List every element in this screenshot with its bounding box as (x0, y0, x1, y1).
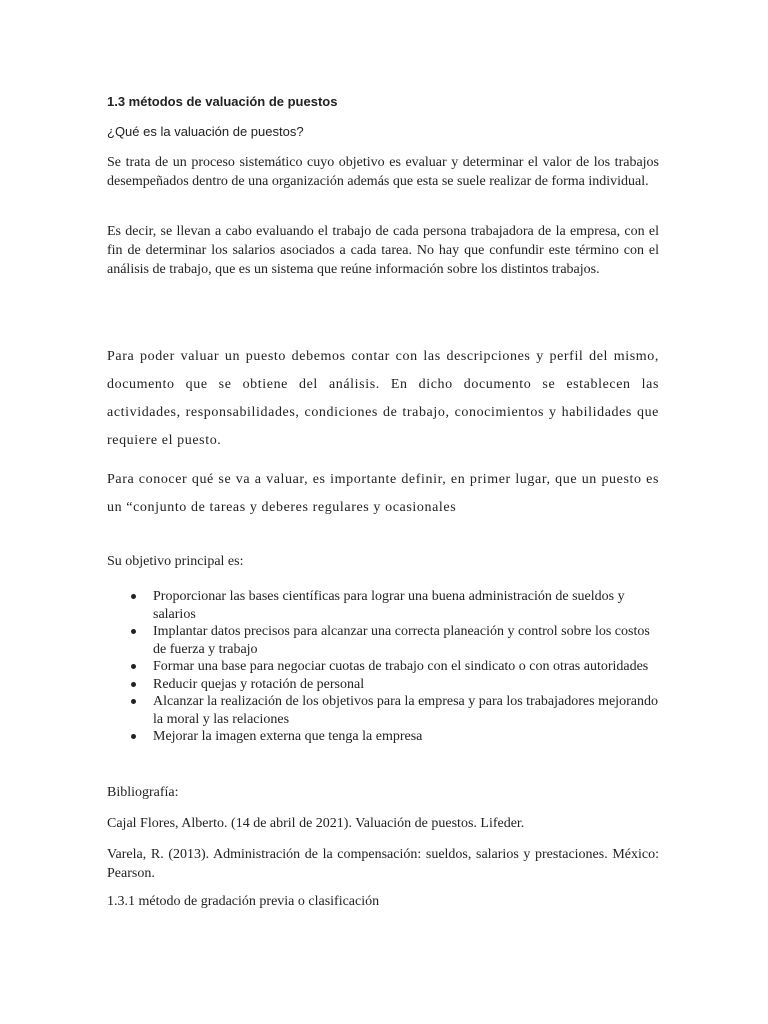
bullet-icon (131, 594, 136, 599)
question-heading: ¿Qué es la valuación de puestos? (107, 124, 304, 139)
list-item (107, 693, 659, 728)
list-item (107, 676, 659, 694)
document-page (107, 0, 659, 1024)
objective-intro: Su objetivo principal es: (107, 554, 244, 569)
bullet-icon (131, 664, 136, 669)
list-item-text: Implantar datos precisos para alcanzar una correcta planeación y control sobre los costos de fuerza y trabajo (153, 624, 650, 657)
list-item-text: Reducir quejas y rotación de personal (153, 676, 365, 692)
list-item (107, 588, 659, 623)
subsection-heading: 1.3.1 método de gradación previa o clasificación (107, 894, 380, 909)
list-item (107, 728, 659, 746)
objectives-list (107, 588, 659, 746)
list-item-text: Formar una base para negociar cuotas de trabajo con el sindicato o con otras autoridades (153, 659, 649, 674)
bibliography-label: Bibliografía: (107, 785, 179, 800)
bullet-icon (131, 699, 136, 704)
list-item-text: Alcanzar la realización de los objetivos para la empresa y para los trabajadores mejorando la moral y las relaciones (153, 694, 658, 727)
section-heading: 1.3 métodos de valuación de puestos (107, 94, 338, 109)
bullet-icon (131, 629, 136, 634)
paragraph-definition: Se trata de un proceso sistemático cuyo objetivo es evaluar y determinar el valor de los trabajos desempeñados dentro de una organización además que esta se suele realizar de forma individual. (107, 155, 659, 189)
paragraph-puesto-definition: Para conocer qué se va a valuar, es importante definir, en primer lugar, que un puesto es un “conjunto de tareas y deberes regulares y ocasionales (107, 472, 659, 515)
list-item (107, 623, 659, 658)
paragraph-explanation: Es decir, se llevan a cabo evaluando el trabajo de cada persona trabajadora de la empresa, con el fin de determinar los salarios asociados a cada tarea. No hay que confundir este término con el análisis de trabajo, que es un sistema que reúne información sobre los distintos trabajos. (107, 224, 659, 277)
reference-varela: Varela, R. (2013). Administración de la compensación: sueldos, salarios y prestaciones. México: Pearson. (107, 847, 659, 881)
list-item (107, 658, 659, 676)
paragraph-requirements: Para poder valuar un puesto debemos contar con las descripciones y perfil del mismo, documento que se obtiene del análisis. En dicho documento se establecen las actividades, responsabilidades, condiciones de trabajo, conocimientos y habilidades que requiere el puesto. (107, 349, 659, 448)
list-item-text: Proporcionar las bases científicas para lograr una buena administración de sueldos y salarios (153, 589, 625, 622)
bullet-icon (131, 682, 136, 687)
list-item-text: Mejorar la imagen externa que tenga la empresa (153, 729, 423, 744)
bullet-icon (131, 734, 136, 739)
reference-cajal: Cajal Flores, Alberto. (14 de abril de 2021). Valuación de puestos. Lifeder. (107, 816, 525, 831)
